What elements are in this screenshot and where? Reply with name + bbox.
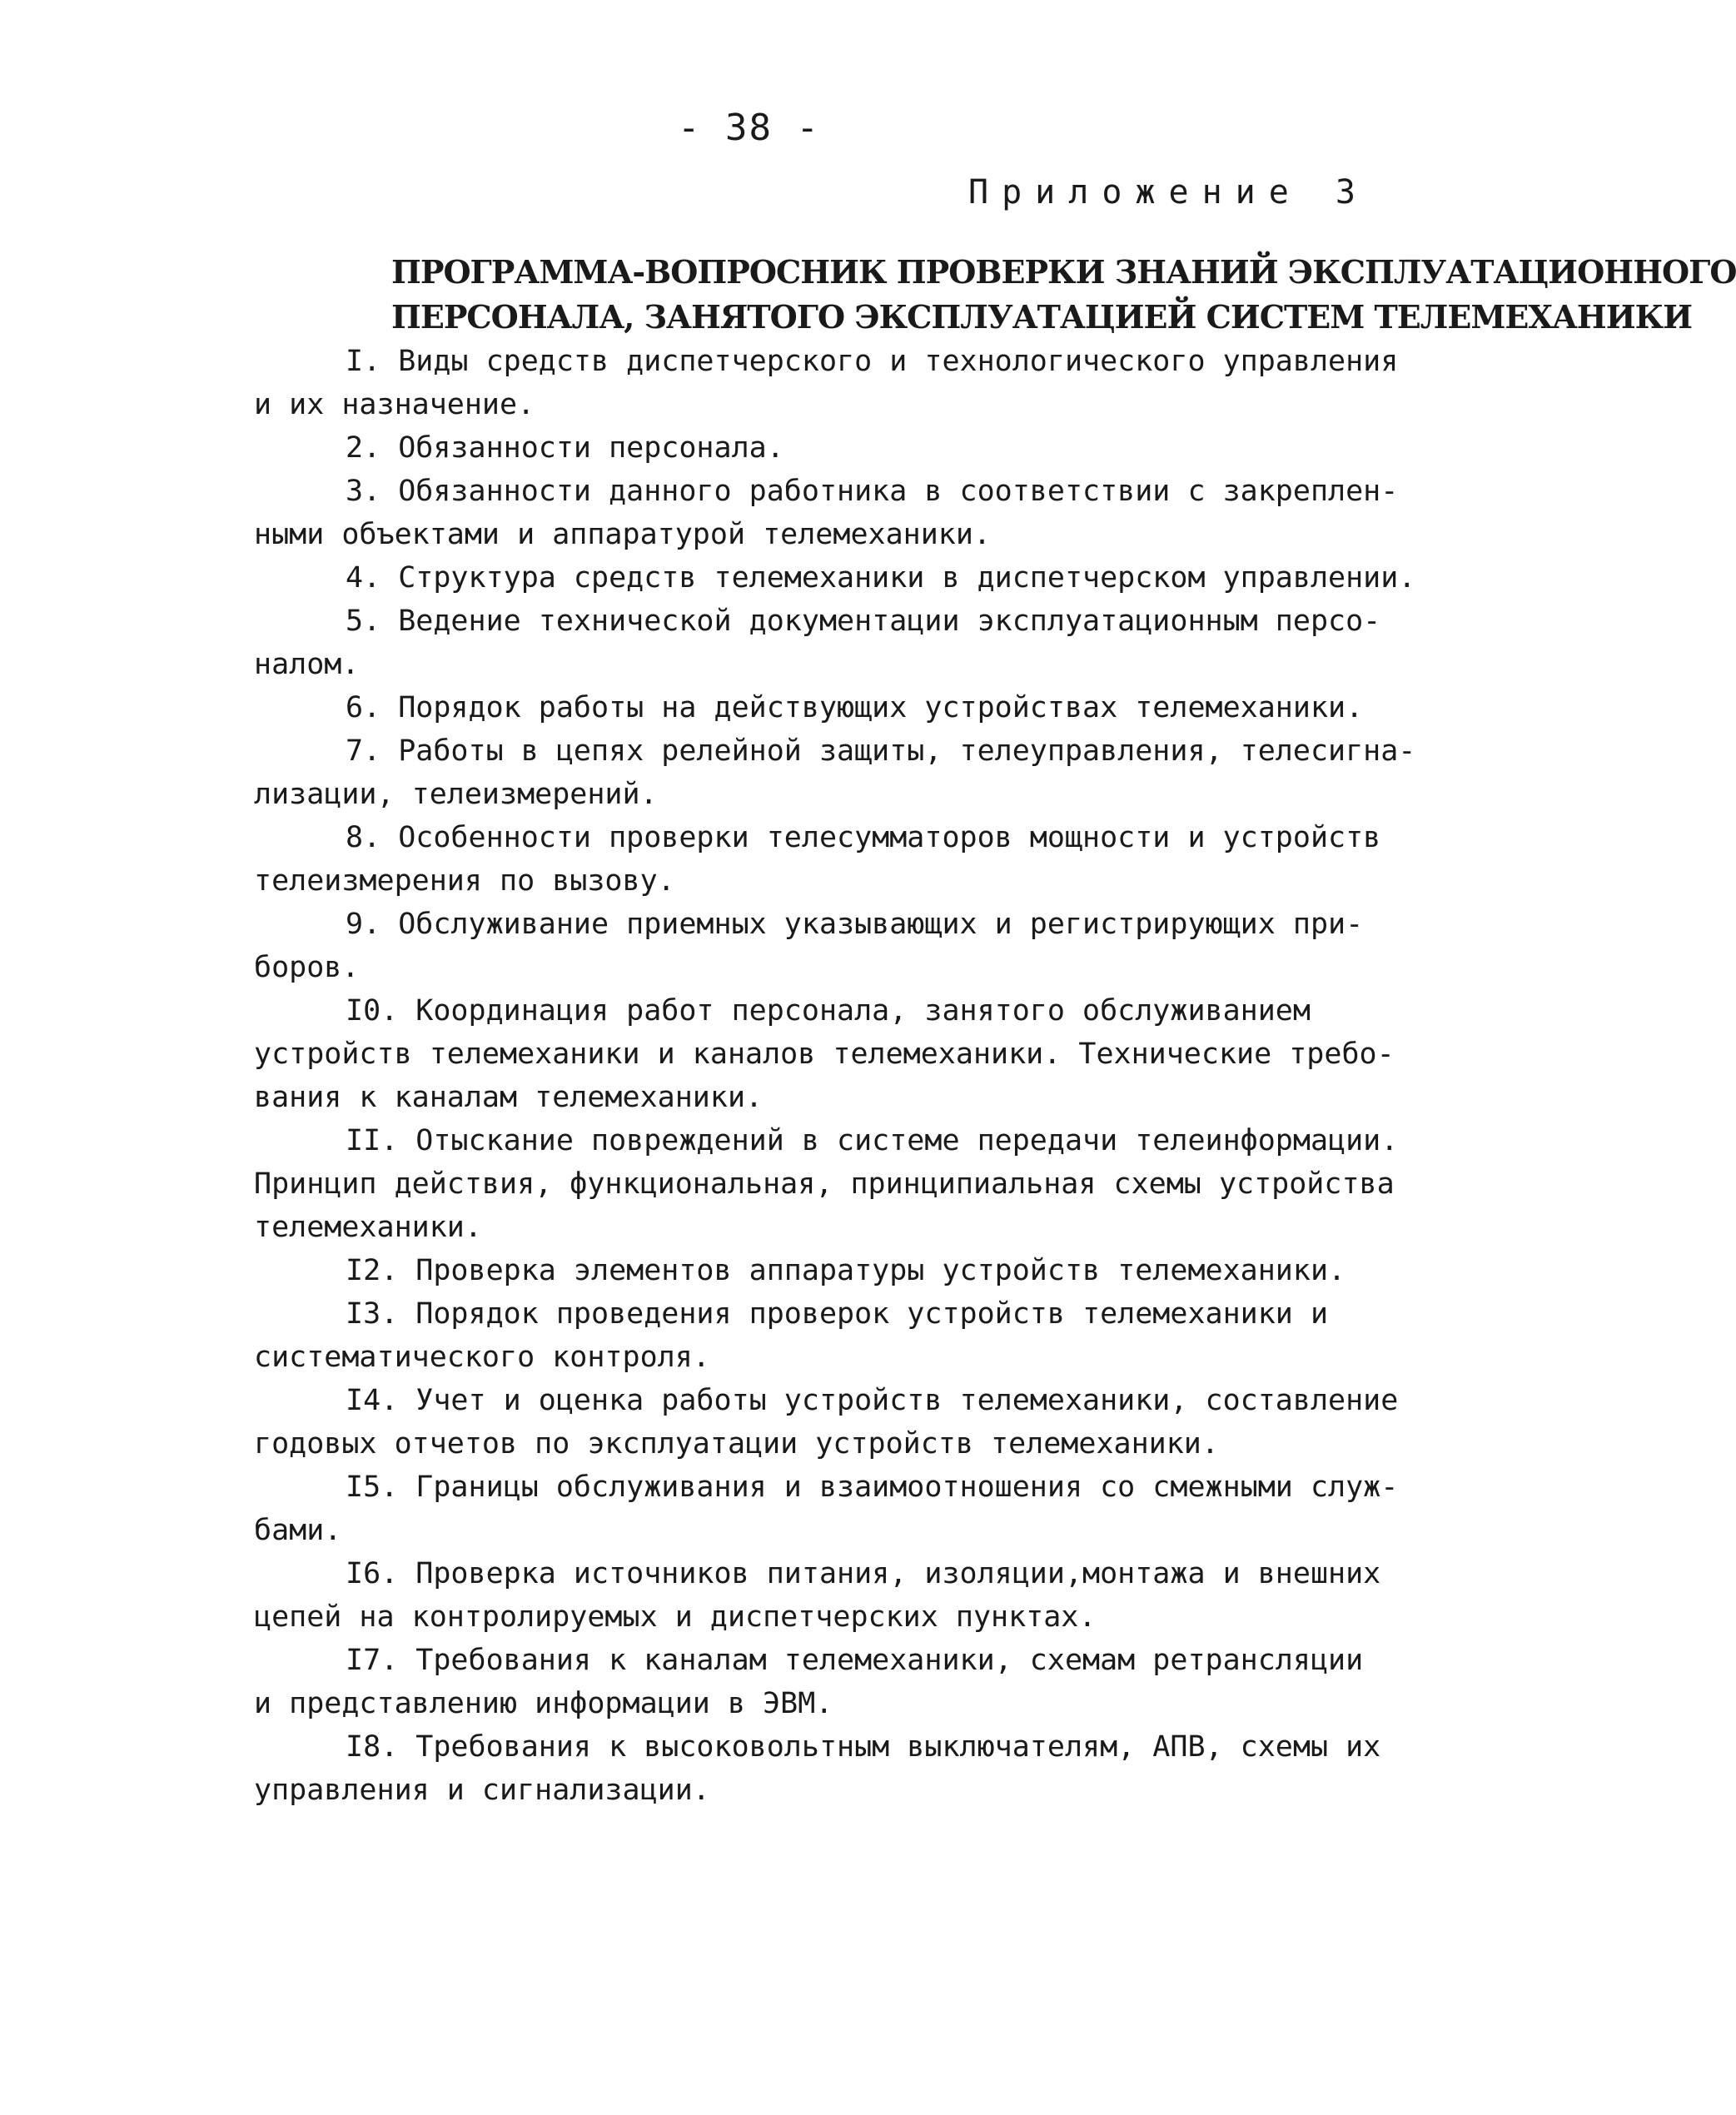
item-line: 7. Работы в цепях релейной защиты, телеуправления, телесигна- <box>346 734 1416 768</box>
appendix-label: Приложение 3 <box>968 173 1369 212</box>
questionnaire-item <box>254 729 1420 816</box>
questionnaire-item <box>254 1466 1420 1552</box>
item-line: I8. Требования к высоковольтным выключателям, АПВ, схемы их <box>346 1730 1381 1764</box>
item-line: годовых отчетов по эксплуатации устройств телемеханики. <box>254 1427 1219 1461</box>
item-line: I6. Проверка источников питания, изоляции,монтажа и внешних <box>346 1557 1381 1590</box>
item-line: лизации, телеизмерений. <box>254 778 658 811</box>
questionnaire-item <box>254 1292 1420 1379</box>
item-line: и их назначение. <box>254 388 535 421</box>
item-line: устройств телемеханики и каналов телемеханики. Технические требо- <box>254 1038 1395 1071</box>
item-line: Принцип действия, функциональная, принципиальная схемы устройства <box>254 1167 1395 1201</box>
item-line: 4. Структура средств телемеханики в диспетчерском управлении. <box>346 561 1416 595</box>
item-line: 9. Обслуживание приемных указывающих и регистрирующих при- <box>346 908 1364 941</box>
questionnaire-item <box>254 816 1420 903</box>
item-line: 2. Обязанности персонала. <box>346 431 784 465</box>
item-line: цепей на контролируемых и диспетчерских пунктах. <box>254 1600 1097 1634</box>
questionnaire-item <box>254 989 1420 1119</box>
questionnaire-item <box>254 1249 1420 1292</box>
item-line: I4. Учет и оценка работы устройств телемеханики, составление <box>346 1384 1399 1417</box>
item-line: систематического контроля. <box>254 1341 710 1374</box>
item-line: 3. Обязанности данного работника в соответствии с закреплен- <box>346 475 1399 508</box>
item-line: вания к каналам телемеханики. <box>254 1081 764 1114</box>
item-line: телемеханики. <box>254 1211 482 1244</box>
item-line: I. Виды средств диспетчерского и технологического управления <box>346 345 1399 378</box>
questionnaire-item <box>254 903 1420 989</box>
title-line: ПРОГРАММА-ВОПРОСНИК ПРОВЕРКИ ЗНАНИЙ ЭКСПЛУАТАЦИОННОГО <box>391 253 1736 291</box>
item-line: I2. Проверка элементов аппаратуры устройств телемеханики. <box>346 1254 1346 1287</box>
document-title <box>391 250 1736 340</box>
item-line: и представлению информации в ЭВМ. <box>254 1687 833 1720</box>
item-line: телеизмерения по вызову. <box>254 864 675 898</box>
item-line: 5. Ведение технической документации эксплуатационным персо- <box>346 605 1381 638</box>
page-number: - 38 - <box>678 107 820 149</box>
questionnaire-item <box>254 1379 1420 1466</box>
questionnaire-item <box>254 1639 1420 1725</box>
item-line: 8. Особенности проверки телесумматоров мощности и устройств <box>346 821 1381 854</box>
questionnaire-item <box>254 600 1420 686</box>
questionnaire-item <box>254 1119 1420 1249</box>
questionnaire-item <box>254 340 1420 426</box>
item-line: I5. Границы обслуживания и взаимоотношения со смежными служ- <box>346 1471 1399 1504</box>
questionnaire-item <box>254 470 1420 556</box>
item-line: бами. <box>254 1514 342 1547</box>
questionnaire-items <box>254 340 1420 1812</box>
item-line: ными объектами и аппаратурой телемеханики. <box>254 518 992 551</box>
title-line: ПЕРСОНАЛА, ЗАНЯТОГО ЭКСПЛУАТАЦИЕЙ СИСТЕМ ТЕЛЕМЕХАНИКИ <box>391 298 1693 336</box>
questionnaire-item <box>254 1552 1420 1639</box>
item-line: I0. Координация работ персонала, занятого обслуживанием <box>346 994 1311 1028</box>
item-line: 6. Порядок работы на действующих устройствах телемеханики. <box>346 691 1364 724</box>
questionnaire-item <box>254 556 1420 600</box>
item-line: II. Отыскание повреждений в системе передачи телеинформации. <box>346 1124 1399 1157</box>
item-line: I3. Порядок проведения проверок устройств телемеханики и <box>346 1297 1329 1331</box>
item-line: боров. <box>254 951 360 984</box>
item-line: налом. <box>254 648 360 681</box>
questionnaire-item <box>254 686 1420 729</box>
questionnaire-item <box>254 426 1420 470</box>
questionnaire-item <box>254 1725 1420 1812</box>
item-line: управления и сигнализации. <box>254 1774 710 1807</box>
item-line: I7. Требования к каналам телемеханики, схемам ретрансляции <box>346 1644 1364 1677</box>
